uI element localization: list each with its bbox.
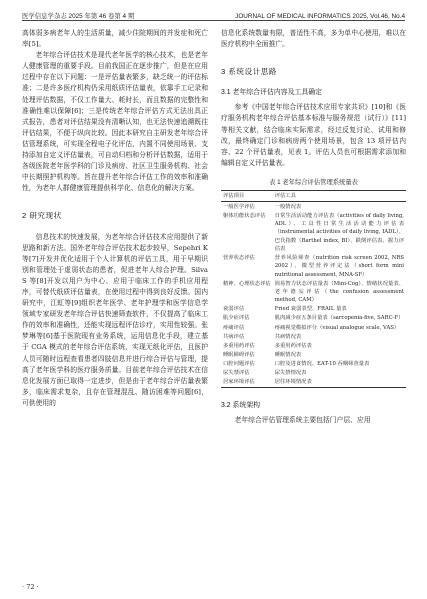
- subsection-heading: 3.1 老年综合评估内容及工具确定: [221, 89, 323, 97]
- table-header-cell: 评估项目: [221, 191, 273, 202]
- table-cell-item: 衰弱评估: [223, 306, 245, 313]
- table-cell-item: 躯体功能状态评估: [223, 212, 266, 219]
- right-column: [221, 28, 406, 426]
- table-cell-tool: 尿失禁情况表: [274, 369, 307, 376]
- table-cell-tool: 共病情况表: [274, 333, 302, 340]
- table-cell-tool: 居住环境情况表: [273, 378, 406, 388]
- table-row: [221, 359, 406, 368]
- paragraph: 老年综合评估技术是现代老年医学的核心技术，也是老年人健康管理的重要手段。目前我国正在逐步推广，但是在应用过程中存在以下问题：一是评估量表繁多，缺乏统一的评估标准；二是许多医疗机构仍采用纸质评估量表，依靠手工记录和处理评估数据，不仅工作量大、耗时长，而且数据的完整性和准确性难以保障[6]；三是传统老年综合评估方式无法出具正式报告，患者对评估结果没有清晰认知，也无法快速追溯既往评估结果，不便于纵向比较。因此本研究自主研发老年综合评估管理系统，可实现全程电子化评估，内置不同使用场景、支持添加自定义评估量表，可自动归档和分析评估数据，适用于各级医院老年医学科的门诊及病房、社区卫生服务机构、社会中长期照护机构等。旨在提升老年综合评估工作的效率和准确性，为老年人群健康管理提供科学化、信息化的解决方案。: [22, 51, 208, 193]
- page-number: · 72 ·: [22, 583, 39, 591]
- table-cell-tool: 口腔及进食情况、EAT-10 吞咽筛查量表: [274, 360, 370, 367]
- paragraph: 高体弱多病老年人的生活质量，减少住院期间的并发症和死亡率[5]。: [22, 29, 208, 49]
- table-row: [221, 332, 406, 341]
- table-cell-item: 尿失禁评估: [223, 369, 250, 376]
- table-cell-item: 共病评估: [223, 333, 245, 340]
- table-cell-tool: 疼痛视觉模拟评分（visual analogue scale, VAS）: [274, 324, 400, 331]
- table-row: [221, 378, 406, 388]
- paragraph: 信息技术的快速发展，为老年综合评估技术应用提供了新思路和新方法。国外老年综合评估技术起步较早，Sepehri K 等[7]开发并优化适用于个人计算机的评估工具，用于早期识别和管理处于虚弱状态的患者，促进老年人综合护理。Silva S 等[8]开发以用户为中心、应用于临床工作的手机应用程序，可替代纸质评估量表，在使用过程中得到良好反馈。国内研究中，江虹等[9]组织老年医学、老年护理学和医学信息学领域专家研发老年综合评估快速筛查软件，不仅提高了临床工作的效率和准确性，还能实现远程评估诊疗，实用性较强。张梦琳等[6]基于医院现有业务系统，运用信息化手段，建立基于 CGA 模式的老年综合评估系统，实现无纸化评估，且医护人员可随时远程查看患者四肢信息并进行综合评估与管理，提高了老年医学科的医疗服务质量。目前老年综合评估技术在信息化发展方面已取得一定进步，但是由于老年综合评估量表繁多，临床需求复杂，且存在管理混乱、随访困难等问题[6]，可供使用的: [22, 232, 208, 407]
- table-row: [221, 254, 406, 280]
- paragraph: 参考《中国老年综合评估技术应用专家共识》[10]和《医疗服务机构老年综合评估基本标准与服务规范（试行）》[11]等相关文献，结合临床实际需求，经过反复讨论、试用和修改，最终确定门诊和病房两个使用场景，包含 13 项评估内容、22 个评估量表，见表 1。评估人员也可根据需求添加和编辑自定义评估量表。: [221, 103, 406, 167]
- table-cell-tool: 睡眠情况表: [274, 351, 302, 358]
- subsection-heading: 3.2 系统架构: [221, 401, 261, 409]
- table-cell-tool: 营养风险筛查（nutrition risk screen 2002, NRS 2002）、微型营养评定法（short form mini nutritional assessment, MNA-SF）: [274, 255, 404, 278]
- table-header-row: [221, 191, 406, 202]
- table-cell-tool: 肌肉减少症五条目量表（sarcopenia-five, SARC-F）: [274, 315, 404, 322]
- section-heading: 3 系统设计思路: [221, 67, 277, 77]
- table-row: [221, 305, 406, 314]
- table-cell-tool: 日常生活活动能力评估表（activities of daily living, ADL）、工具性日常生活活动能力评估表（instrumental activities of daily living, IADL）、巴氏指数（Barthel index, BI）、跌倒评估表、握力评估表: [274, 212, 404, 252]
- table-row: [221, 279, 406, 305]
- table-cell-item: 精神、心理状态评估: [223, 280, 271, 287]
- table-row: [221, 341, 406, 350]
- table-caption: 表 1 老年综合评估管理系统量表: [269, 178, 358, 186]
- table-cell-item: 口腔问题评估: [223, 360, 255, 367]
- left-column: [22, 28, 208, 409]
- table-cell-item: 睡眠障碍评估: [223, 351, 255, 358]
- header-journal-en: JOURNAL OF MEDICAL INFORMATICS 2025, Vol.46, No.4: [235, 13, 405, 20]
- table-row: [221, 211, 406, 253]
- table-row: [221, 323, 406, 332]
- table-cell-tool: 一般情况表: [274, 203, 302, 210]
- table-header-cell: 评估工具: [273, 191, 406, 202]
- paragraph: 信息化系统数量有限，普适性不高，多为单中心使用，难以在医疗机构中全面推广。: [221, 29, 406, 49]
- running-header: [22, 8, 405, 20]
- table-cell-item: 疼痛评估: [223, 324, 245, 331]
- section-heading: 2 研究现状: [22, 211, 62, 221]
- header-rule: [22, 20, 405, 21]
- assessment-table: [221, 190, 406, 388]
- table-cell-item: 一般医学评估: [223, 203, 255, 210]
- table-cell-tool: Fried 衰弱表型、FRAIL 量表: [274, 306, 347, 313]
- header-journal-cn: 医学信息学杂志 2025 年第 46 卷第 4 期: [22, 13, 135, 20]
- table-cell-item: 营养状态评估: [223, 255, 255, 262]
- table-cell-tool: 多重用药评估表: [274, 342, 312, 349]
- table-row: [221, 369, 406, 378]
- table-cell-item: 肌少症评估: [223, 315, 250, 322]
- table-row: [221, 314, 406, 323]
- table-cell-item: 居家环境评估: [221, 378, 273, 388]
- table-row: [221, 202, 406, 212]
- table-cell-tool: 简易智力状态评估量表（Mini-Cog）、情绪状况量表、老年谵妄评估（the confusion assessment method, CAM）: [274, 280, 404, 304]
- table-cell-item: 多重用药评估: [223, 342, 255, 349]
- paragraph: 老年综合评估管理系统主要包括门户层、应用: [234, 415, 371, 424]
- table-row: [221, 350, 406, 359]
